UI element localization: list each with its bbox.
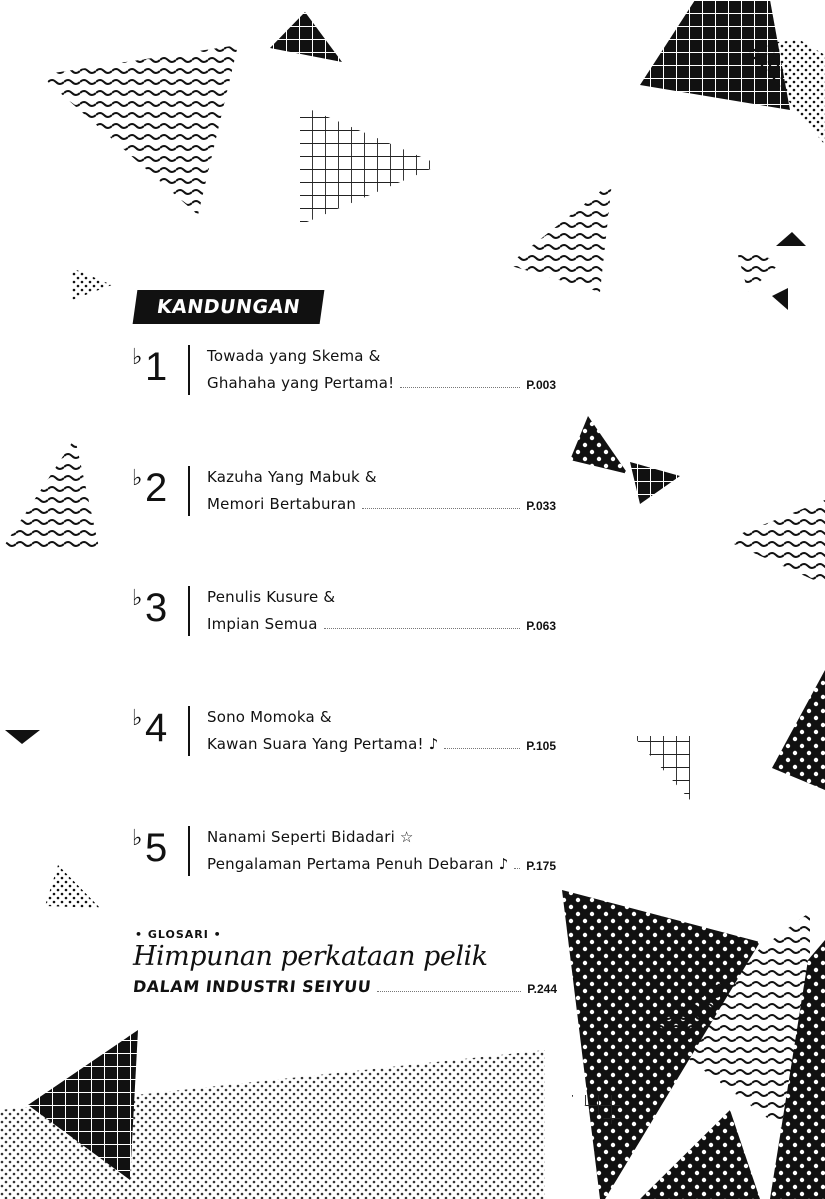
dot-leader: [444, 748, 520, 749]
dot-leader: [377, 991, 521, 992]
triangle-outline-grid: [300, 105, 440, 225]
divider-bar: [188, 586, 190, 636]
chapter-title-line1: Nanami Seperti Bidadari ☆: [207, 828, 414, 846]
page-number: P.003: [526, 378, 556, 392]
chapter-entry-4[interactable]: [120, 706, 560, 766]
page-number: P.063: [526, 619, 556, 633]
divider-bar: [188, 826, 190, 876]
chapter-title-row2: [207, 495, 556, 513]
triangle-black-small-2: [772, 288, 788, 310]
flat-symbol: ♭: [132, 466, 143, 491]
flat-symbol: ♭: [132, 586, 143, 611]
glossary-tag: • GLOSARI •: [135, 928, 222, 941]
dot-leader: [400, 387, 520, 388]
chapter-number: 1: [145, 345, 168, 389]
triangle-wave-top-left: [40, 45, 238, 215]
triangle-dots-right: [772, 670, 825, 790]
triangle-wave-right-mid: [725, 500, 825, 585]
triangle-wave-small-right: [736, 248, 782, 292]
chapter-number: 2: [145, 466, 168, 510]
triangle-dots-bowtie: [570, 416, 628, 474]
chapter-title-line2: Memori Bertaburan: [207, 495, 357, 513]
glossary-row: [133, 976, 557, 996]
chapter-title-line1: Towada yang Skema &: [207, 347, 381, 365]
chapter-title-line2: Ghahaha yang Pertama!: [207, 374, 395, 392]
chapter-title-line2: Impian Semua: [207, 615, 318, 633]
page-number: P.105: [526, 739, 556, 753]
page-number: P.244: [527, 982, 557, 996]
flat-symbol: ♭: [132, 826, 143, 851]
chapter-entry-1[interactable]: [120, 345, 560, 405]
page-number: P.175: [526, 859, 556, 873]
dot-leader: [362, 508, 520, 509]
chapter-title-line1: Penulis Kusure &: [207, 588, 336, 606]
chapter-title-row2: [207, 855, 556, 873]
chapter-entry-2[interactable]: [120, 466, 560, 526]
glossary-entry[interactable]: [133, 928, 557, 998]
chapter-number: 4: [145, 706, 168, 750]
chapter-title-line1: Sono Momoka &: [207, 708, 332, 726]
chapter-title-line2: Kawan Suara Yang Pertama! ♪: [207, 735, 439, 753]
triangle-black-left: [5, 730, 40, 744]
triangle-grid-top: [270, 12, 342, 62]
divider-bar: [188, 345, 190, 395]
chapter-entry-3[interactable]: [120, 586, 560, 646]
chapter-entry-5[interactable]: [120, 826, 560, 886]
chapter-title-line2: Pengalaman Pertama Penuh Debaran ♪: [207, 855, 509, 873]
triangle-dots-small-left: [72, 268, 112, 300]
divider-bar: [188, 466, 190, 516]
triangle-wave-mid-right: [508, 182, 612, 292]
chapter-title-row2: [207, 374, 556, 392]
triangle-black-small-1: [776, 232, 806, 246]
glossary-title: Himpunan perkataan pelik: [133, 941, 488, 972]
contents-heading: [133, 290, 325, 324]
flat-symbol: ♭: [132, 706, 143, 731]
chapter-title-line1: Kazuha Yang Mabuk &: [207, 468, 377, 486]
triangle-outline-grid-small: [633, 736, 690, 800]
triangle-grid-bowtie: [630, 462, 680, 504]
chapter-number: 3: [145, 586, 168, 630]
dot-leader: [514, 868, 520, 869]
chapter-title-row2: [207, 735, 556, 753]
dot-leader: [324, 628, 521, 629]
triangle-dots-lower-left: [45, 865, 100, 908]
flat-symbol: ♭: [132, 345, 143, 370]
glossary-subtitle: DALAM INDUSTRI SEIYUU: [132, 977, 373, 996]
triangle-wave-left-mid: [0, 438, 100, 552]
chapter-title-row2: [207, 615, 556, 633]
contents-heading-text: KANDUNGAN: [155, 296, 302, 318]
triangle-dots-bottom-right: [640, 1110, 760, 1199]
divider-bar: [188, 706, 190, 756]
page-number: P.033: [526, 499, 556, 513]
chapter-number: 5: [145, 826, 168, 870]
